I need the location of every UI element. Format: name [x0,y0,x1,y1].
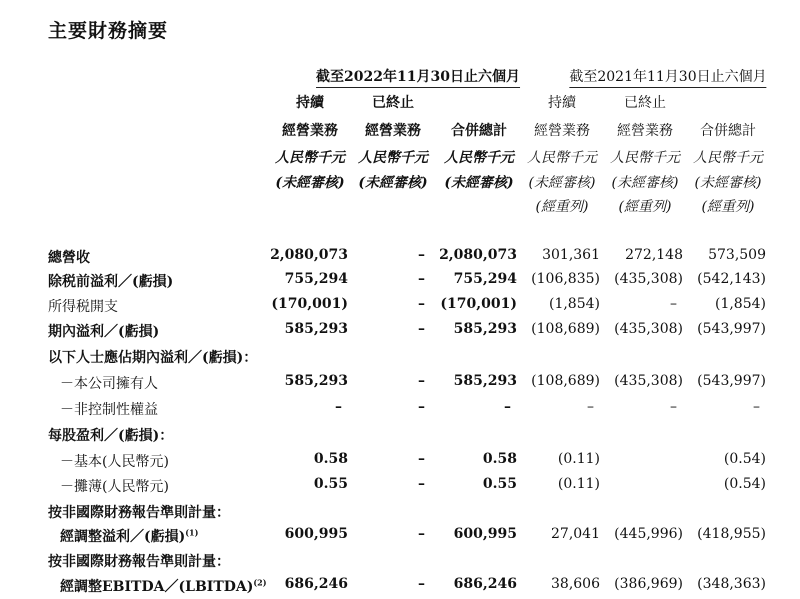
column-5-restated: (經重列) [618,199,672,215]
table-row [0,526,800,548]
column-6-restated: (經重列) [701,199,755,215]
row-label-text: 每股盈利／(虧損)： [48,428,174,444]
cell-col-1: 585,293 [284,321,348,337]
cell-col-3: 686,246 [453,576,517,592]
column-5-unit: 人民幣千元 [610,150,680,166]
cell-col-6: (543,997) [697,321,766,337]
row-label [48,296,118,316]
table-row [0,451,800,473]
cell-col-4: (106,835) [531,271,600,287]
cell-col-1: 0.55 [313,476,348,492]
column-4-line1: 持續 [548,95,576,111]
column-2-line1: 已終止 [372,95,414,111]
row-label [48,502,230,522]
cell-col-6: 573,509 [708,247,766,263]
cell-col-6: (0.54) [723,476,766,492]
row-label [48,247,90,267]
table-row [0,347,800,369]
column-3-line2: 合併總計 [451,123,507,139]
cell-col-3: 0.58 [482,451,517,467]
cell-col-2: – [418,271,425,287]
cell-col-4: 301,361 [542,247,600,263]
cell-col-2: – [418,247,425,263]
cell-col-5: – [670,296,677,312]
row-label-text: －非控制性權益 [60,402,158,418]
table-row [0,399,800,421]
cell-col-1: 686,246 [284,576,348,592]
period-header-2022: 截至2022年11月30日止六個月 [316,66,520,88]
row-label-text: 按非國際財務報告準則計量： [48,505,230,521]
column-5-line2: 經營業務 [617,123,673,139]
column-1-audit: (未經審核) [275,175,345,191]
cell-col-1: 0.58 [313,451,348,467]
table-row [0,502,800,524]
cell-col-1: – [335,399,342,415]
column-6-audit: (未經審核) [694,175,762,191]
cell-col-4: (0.11) [557,451,600,467]
column-4-line2: 經營業務 [534,123,590,139]
column-1-line2: 經營業務 [282,123,338,139]
row-label [60,373,158,393]
table-row [0,576,800,598]
cell-col-4: (0.11) [557,476,600,492]
cell-col-3: 2,080,073 [439,247,517,263]
cell-col-6: (418,955) [697,526,766,542]
row-label [60,576,267,596]
table-row [0,321,800,343]
cell-col-6: (542,143) [697,271,766,287]
column-1-line1: 持續 [296,95,324,111]
column-4-audit: (未經審核) [528,175,596,191]
cell-col-5: (435,308) [614,373,683,389]
cell-col-2: – [418,296,425,312]
column-2-line2: 經營業務 [365,123,421,139]
row-label-text: 期內溢利／(虧損) [48,324,160,340]
cell-col-4: (108,689) [531,321,600,337]
row-label-text: 經調整溢利／(虧損) [60,529,186,545]
footnote-marker: (1) [185,527,199,538]
cell-col-6: – [753,399,760,415]
row-label-text: 經調整EBITDA／(LBITDA) [60,579,254,595]
table-row [0,296,800,318]
table-row [0,373,800,395]
table-row [0,271,800,293]
row-label [60,526,198,546]
row-label [48,271,173,291]
cell-col-1: 600,995 [284,526,348,542]
column-4-unit: 人民幣千元 [527,150,597,166]
cell-col-3: 585,293 [453,321,517,337]
row-label-text: 按非國際財務報告準則計量： [48,554,230,570]
cell-col-1: 755,294 [284,271,348,287]
cell-col-2: – [418,399,425,415]
row-label [48,425,173,445]
cell-col-3: – [504,399,511,415]
column-4-restated: (經重列) [535,199,589,215]
cell-col-2: – [418,373,425,389]
cell-col-1: 2,080,073 [270,247,348,263]
cell-col-6: (543,997) [697,373,766,389]
period-header-2021: 截至2021年11月30日止六個月 [569,66,766,88]
column-5-line1: 已終止 [624,95,666,111]
row-label-text: 所得税開支 [48,299,118,315]
table-row [0,425,800,447]
cell-col-6: (1,854) [714,296,766,312]
row-label-text: －本公司擁有人 [60,376,158,392]
row-label [60,399,158,419]
cell-col-4: 27,041 [551,526,600,542]
cell-col-1: 585,293 [284,373,348,389]
column-2-unit: 人民幣千元 [358,150,428,166]
row-label-text: －攤薄(人民幣元) [60,479,169,495]
cell-col-6: (348,363) [697,576,766,592]
cell-col-2: – [418,321,425,337]
cell-col-4: 38,606 [551,576,600,592]
cell-col-4: (1,854) [548,296,600,312]
row-label [48,321,159,341]
table-row [0,476,800,498]
cell-col-1: (170,001) [271,296,348,312]
cell-col-6: (0.54) [723,451,766,467]
cell-col-5: – [670,399,677,415]
page-title: 主要財務摘要 [48,20,169,42]
cell-col-4: – [587,399,594,415]
table-row [0,551,800,573]
row-label-text: 以下人士應佔期內溢利／(虧損)： [48,350,258,366]
row-label [48,551,230,571]
row-label [60,451,169,471]
cell-col-5: (435,308) [614,271,683,287]
row-label [60,476,169,496]
row-label-text: －基本(人民幣元) [60,454,169,470]
cell-col-3: (170,001) [440,296,517,312]
column-6-unit: 人民幣千元 [693,150,763,166]
column-1-unit: 人民幣千元 [275,150,345,166]
row-label [48,347,257,367]
cell-col-5: (386,969) [614,576,683,592]
cell-col-2: – [418,526,425,542]
row-label-text: 除税前溢利／(虧損) [48,274,174,290]
cell-col-3: 0.55 [482,476,517,492]
row-label-text: 總營收 [48,250,90,266]
footnote-marker: (2) [253,577,267,588]
cell-col-2: – [418,576,425,592]
column-5-audit: (未經審核) [611,175,679,191]
cell-col-3: 755,294 [453,271,517,287]
cell-col-3: 600,995 [453,526,517,542]
column-2-audit: (未經審核) [358,175,428,191]
cell-col-2: – [418,451,425,467]
cell-col-4: (108,689) [531,373,600,389]
cell-col-3: 585,293 [453,373,517,389]
table-row [0,247,800,269]
cell-col-5: 272,148 [625,247,683,263]
cell-col-5: (435,308) [614,321,683,337]
cell-col-2: – [418,476,425,492]
column-3-unit: 人民幣千元 [444,150,514,166]
column-6-line2: 合併總計 [700,123,756,139]
cell-col-5: (445,996) [614,526,683,542]
column-3-audit: (未經審核) [444,175,514,191]
